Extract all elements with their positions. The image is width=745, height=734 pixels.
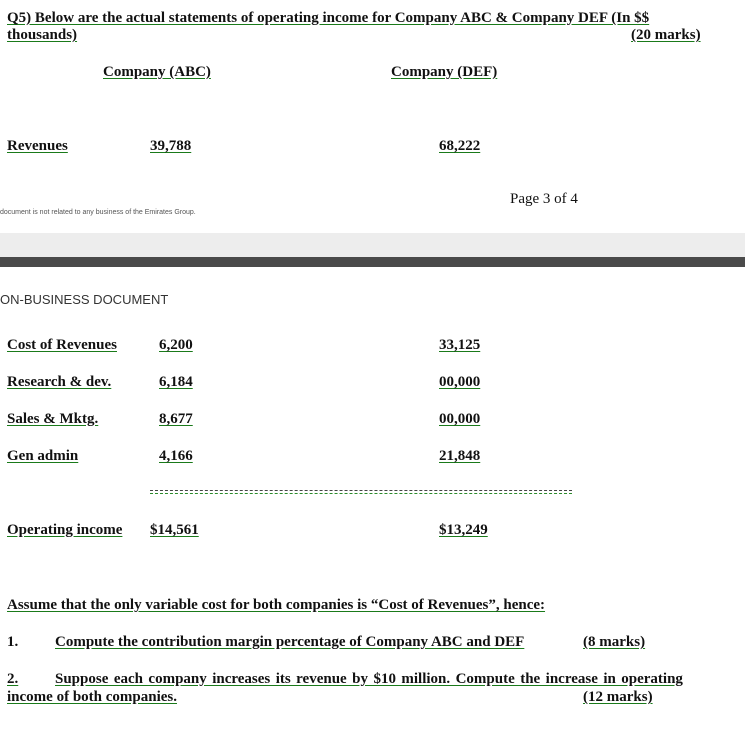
question-line-2: thousands) [7, 27, 78, 43]
item-2-number: 2. [7, 671, 19, 687]
total-separator [150, 490, 572, 491]
item-2-marks: (12 marks) [583, 689, 653, 705]
total-separator-underline [150, 493, 572, 494]
row-abc-value: 6,200 [159, 337, 193, 353]
item-1-number: 1. [7, 634, 19, 650]
classification-header: ON-BUSINESS DOCUMENT [0, 292, 169, 307]
page-break-gap [0, 233, 745, 257]
item-1-text: Compute the contribution margin percentage of Company ABC and DEF [55, 634, 525, 650]
row-def-value: 00,000 [439, 411, 481, 427]
question-marks: (20 marks) [631, 27, 701, 43]
row-label: Research & dev. [7, 374, 112, 390]
revenues-abc: 39,788 [150, 138, 192, 154]
assumption-text: Assume that the only variable cost for both companies is “Cost of Revenues”, hence: [7, 597, 546, 613]
row-abc-value: 4,166 [159, 448, 193, 464]
row-def-value: 00,000 [439, 374, 481, 390]
company-def-header: Company (DEF) [391, 64, 498, 80]
row-abc-value: 6,184 [159, 374, 193, 390]
operating-income-def: $13,249 [439, 522, 488, 538]
revenues-label: Revenues [7, 138, 68, 154]
question-line-1: Q5) Below are the actual statements of operating income for Company ABC & Company DEF (In $$ [7, 10, 650, 26]
row-def-value: 33,125 [439, 337, 481, 353]
operating-income-label: Operating income [7, 522, 123, 538]
company-abc-header: Company (ABC) [103, 64, 211, 80]
row-label: Sales & Mktg. [7, 411, 99, 427]
operating-income-abc: $14,561 [150, 522, 199, 538]
row-label: Gen admin [7, 448, 79, 464]
item-2-text: Suppose each company increases its revenue by $10 million. Compute the increase in operating [55, 671, 683, 687]
revenues-def: 68,222 [439, 138, 481, 154]
row-label: Cost of Revenues [7, 337, 117, 353]
row-abc-value: 8,677 [159, 411, 193, 427]
item-1-marks: (8 marks) [583, 634, 646, 650]
page-break-edge [0, 257, 745, 267]
page-number: Page 3 of 4 [510, 191, 578, 207]
row-def-value: 21,848 [439, 448, 481, 464]
footer-disclaimer: document is not related to any business of the Emirates Group. [0, 209, 196, 216]
item-2-text-line-2: income of both companies. [7, 689, 177, 705]
